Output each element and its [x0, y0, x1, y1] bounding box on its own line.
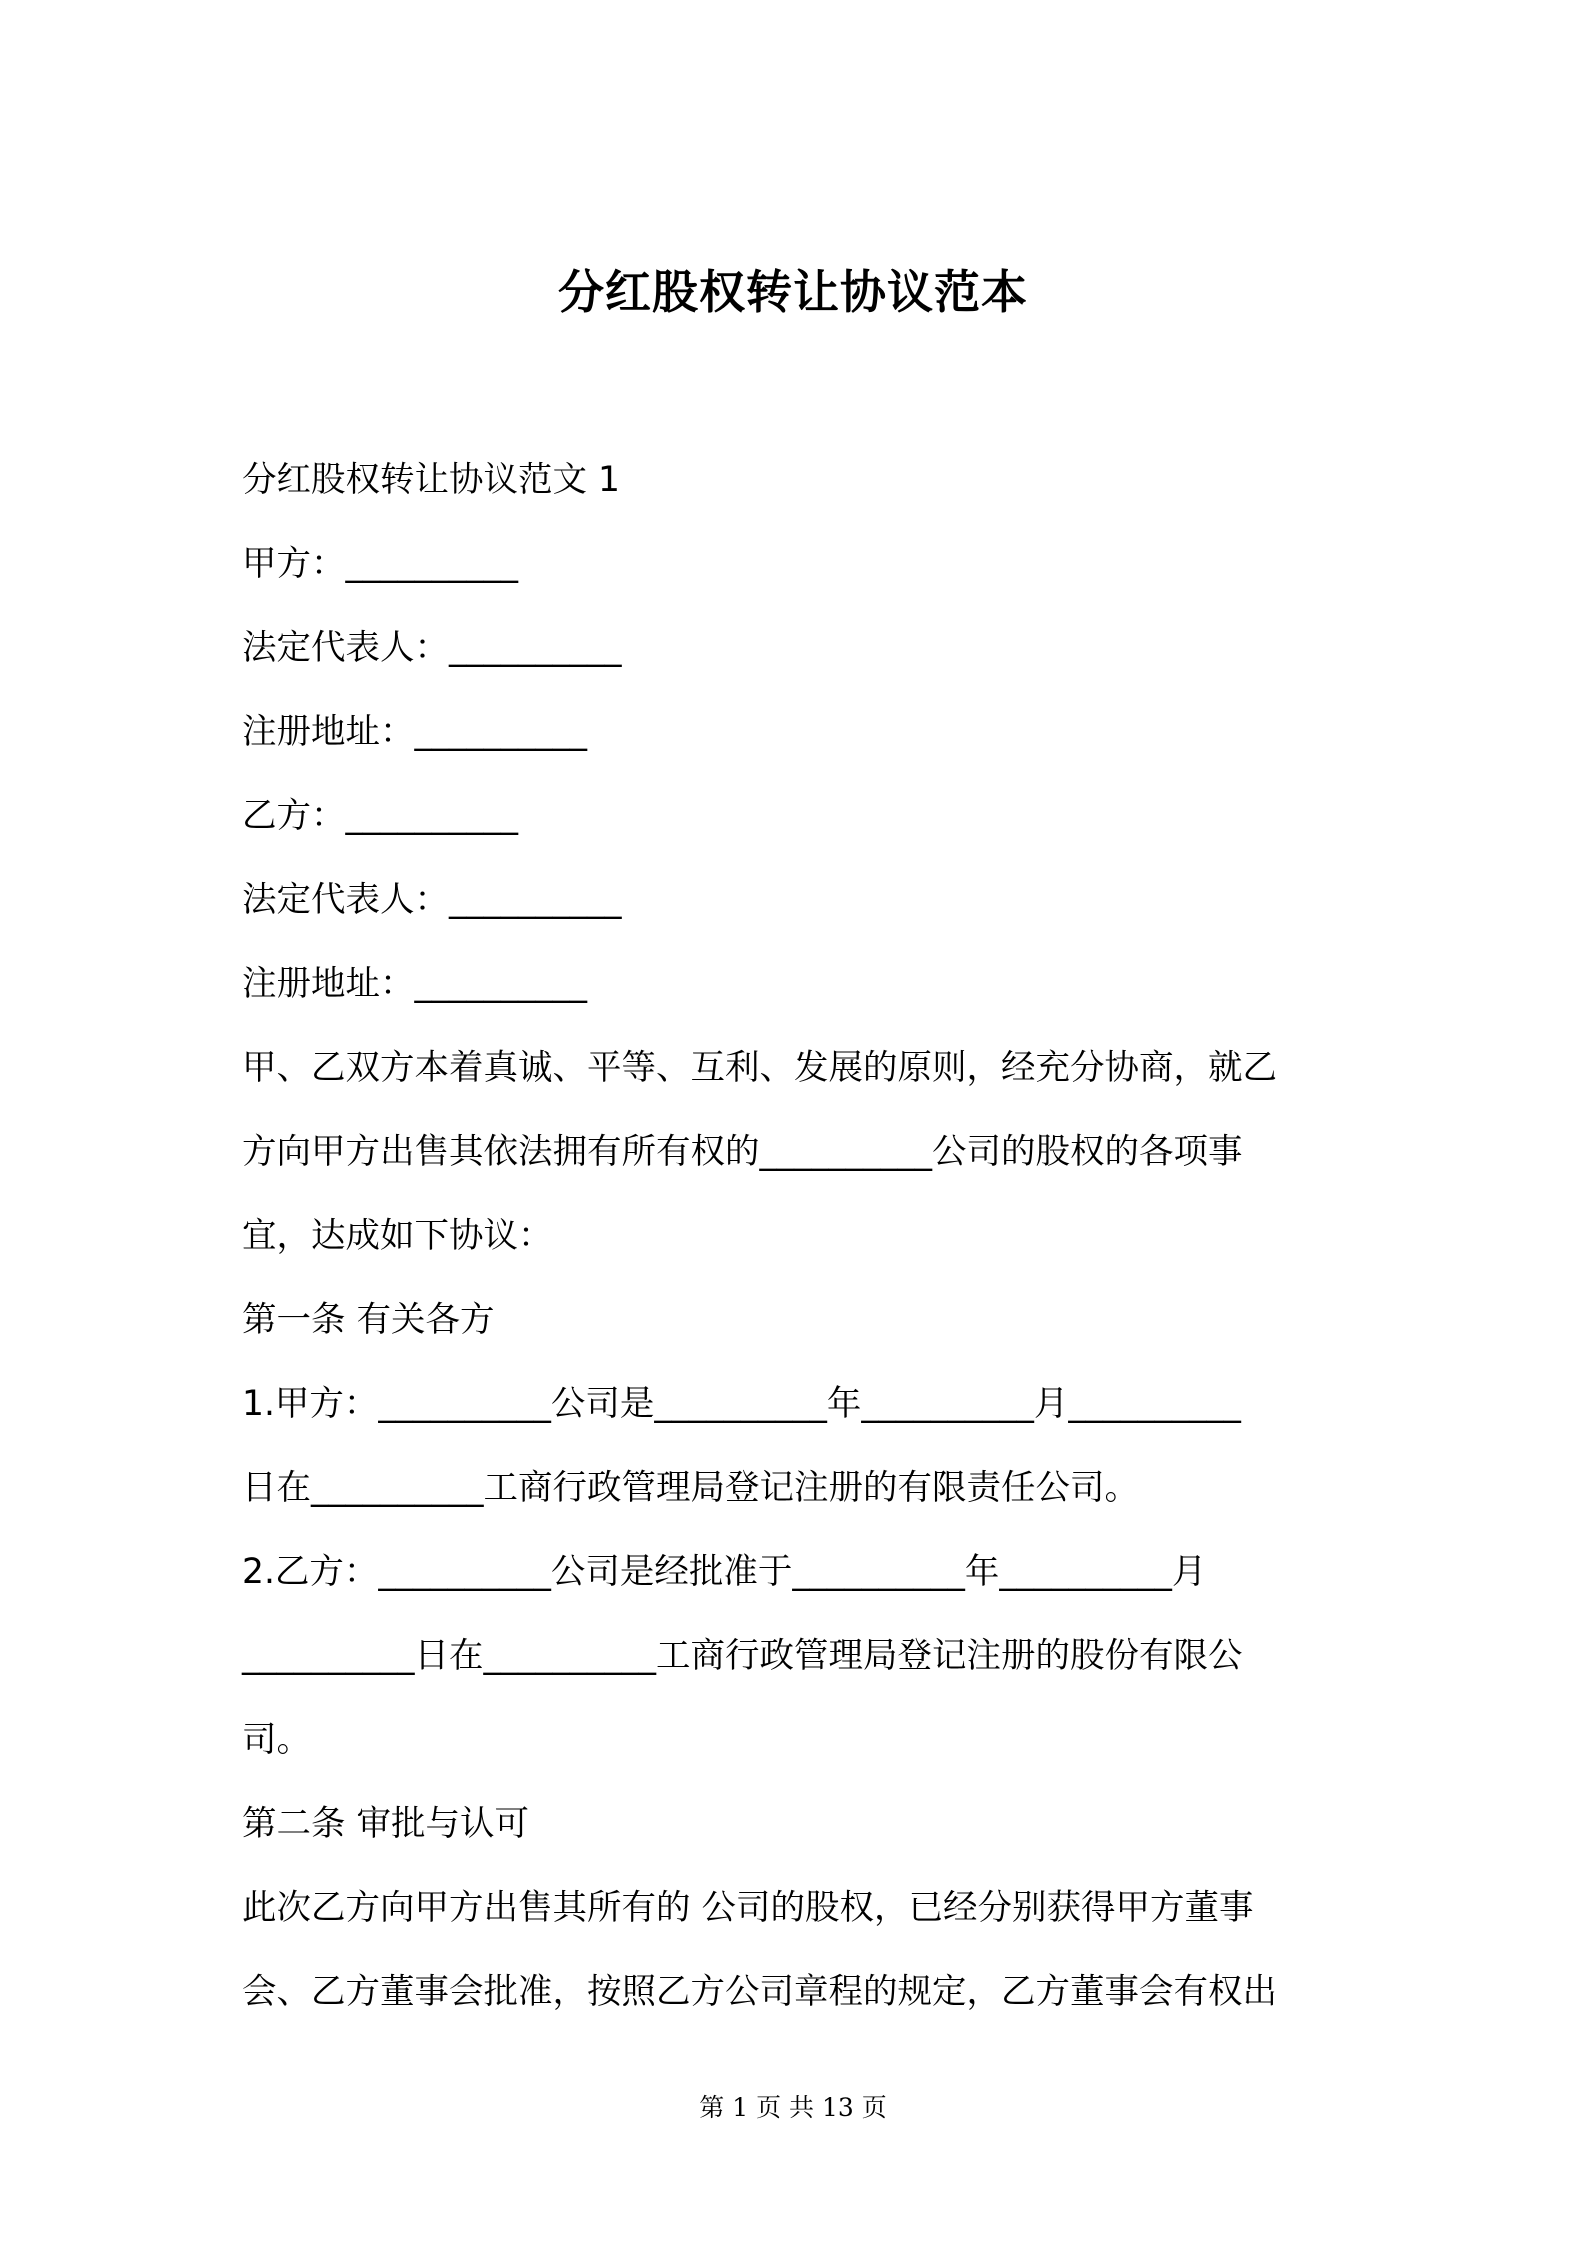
party-b-field: 乙方：__________: [242, 796, 518, 836]
paragraph-line: 日在__________工商行政管理局登记注册的有限责任公司。: [242, 1468, 1139, 1508]
party-b-legal-rep-field: 法定代表人：__________: [242, 880, 622, 920]
paragraph-line: 此次乙方向甲方出售其所有的 公司的股权，已经分别获得甲方董事: [242, 1888, 1254, 1928]
party-a-legal-rep-field: 法定代表人：__________: [242, 628, 622, 668]
page-number-footer: 第 1 页 共 13 页: [699, 2093, 887, 2122]
paragraph-line: 方向甲方出售其依法拥有所有权的__________公司的股权的各项事: [242, 1132, 1243, 1172]
paragraph-line: __________日在__________工商行政管理局登记注册的股份有限公: [242, 1636, 1243, 1676]
section-heading-sample-1: 分红股权转让协议范文 1: [242, 460, 620, 500]
party-b-address-field: 注册地址：__________: [242, 964, 587, 1004]
paragraph-line: 司。: [242, 1720, 311, 1760]
paragraph-line: 2.乙方：__________公司是经批准于__________年__________月: [242, 1552, 1207, 1592]
paragraph-line: 1.甲方：__________公司是__________年__________月__________: [242, 1384, 1241, 1424]
document-body: [242, 438, 1362, 2034]
party-a-address-field: 注册地址：__________: [242, 712, 587, 752]
paragraph-line: 宜，达成如下协议：: [242, 1216, 553, 1256]
article-heading-1: 第一条 有关各方: [242, 1300, 495, 1340]
article-heading-2: 第二条 审批与认可: [242, 1804, 529, 1844]
paragraph-line: 会、乙方董事会批准，按照乙方公司章程的规定，乙方董事会有权出: [242, 1972, 1277, 2012]
document-title: 分红股权转让协议范本: [558, 265, 1028, 319]
paragraph-line: 甲、乙双方本着真诚、平等、互利、发展的原则，经充分协商，就乙: [242, 1048, 1277, 1088]
party-a-field: 甲方：__________: [242, 544, 518, 584]
